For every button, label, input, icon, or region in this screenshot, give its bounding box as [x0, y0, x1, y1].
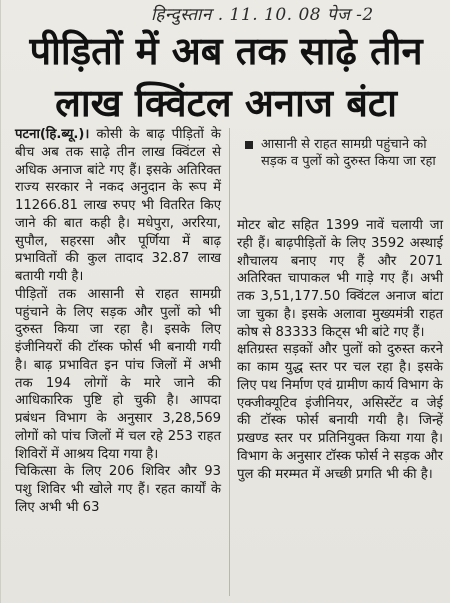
article-right-column: [237, 217, 443, 483]
pullquote-text: आसानी से राहत सामग्री पहुंचाने को सड़क व पुलों को दुरुस्त किया जा रहा: [261, 137, 436, 169]
pullquote-box: [237, 136, 443, 204]
square-bullet-icon: [245, 141, 253, 149]
paragraph: मोटर बोट सहित 1399 नावें चलायी जा रही हैं। बाढ़पीड़ितों के लिए 3592 अस्थाई शौचालय बनाए गए हैं और 2071 अतिरिक्त चापाकल भी गाड़े गए हैं। अभी तक 3,51,177.50 क्विंटल अनाज बांटा जा चुका है। इसके अलावा मुख्यमंत्री राहत कोष से 83333 किट्स भी बांटे गए हैं।: [237, 218, 443, 340]
paragraph: पटना(हि.ब्यू.)। कोसी के बाढ़ पीड़ितों के बीच अब तक साढ़े तीन लाख क्विंटल से अधिक अनाज बांटे गए हैं। इसके अतिरिक्त राज्य सरकार ने नकद अनुदान के रूप में 11266.81 लाख रुपए भी वितरित किए जाने की बात कही है। मधेपुरा, अररिया, सुपौल, सहरसा और पूर्णिया में बाढ़ प्रभावितों की कुल तादाद 32.87 लाख बतायी गयी है।: [15, 127, 221, 284]
paragraph: चिकित्सा के लिए 206 शिविर और 93 पशु शिविर भी खोले गए हैं। रहत कार्यों के लिए अभी भी 63: [15, 464, 221, 515]
paragraph: पीड़ितों तक आसानी से राहत सामग्री पहुंचाने के लिए सड़क और पुलों को भी दुरुस्त किया जा रहा है। इसके लिए इंजीनियरों की टॉस्क फोर्स भी बनायी गयी है। बाढ़ प्रभावित इन पांच जिलों में अभी तक 194 लोगों के मारे जाने की आधिकारिक पुष्टि हो चुकी है। आपदा प्रबंधन विभाग के अनुसार 3,28,569 लोगों को पांच जिलों में चल रहे 253 राहत शिविरों में आश्रय दिया गया है।: [15, 286, 221, 462]
dateline: पटना(हि.ब्यू.)।: [15, 127, 90, 142]
column-divider: [229, 128, 230, 596]
headline-line-1: पीड़ितों में अब तक साढ़े तीन: [29, 29, 423, 73]
handwritten-source-note: हिन्दुस्तान . 11. 10. 08 पेज -2: [151, 5, 374, 25]
paragraph: क्षतिग्रस्त सड़कों और पुलों को दुरुस्त करने का काम युद्ध स्तर पर चल रहा है। इसके लिए पथ निर्माण एवं ग्रामीण कार्य विभाग के एक्जीक्यूटिव इंजीनियर, असिस्टेंट व जेई की टॉस्क फोर्स बनायी गयी है। जिन्हें प्रखण्ड स्तर पर प्रतिनियुक्त किया गया है। विभाग के अनुसार टॉस्क फोर्स ने सड़क और पुल की मरम्मत में अच्छी प्रगति भी की है।: [237, 342, 443, 482]
article-left-column: [15, 126, 221, 517]
headline-line-2: लाख क्विंटल अनाज बंटा: [55, 81, 397, 125]
